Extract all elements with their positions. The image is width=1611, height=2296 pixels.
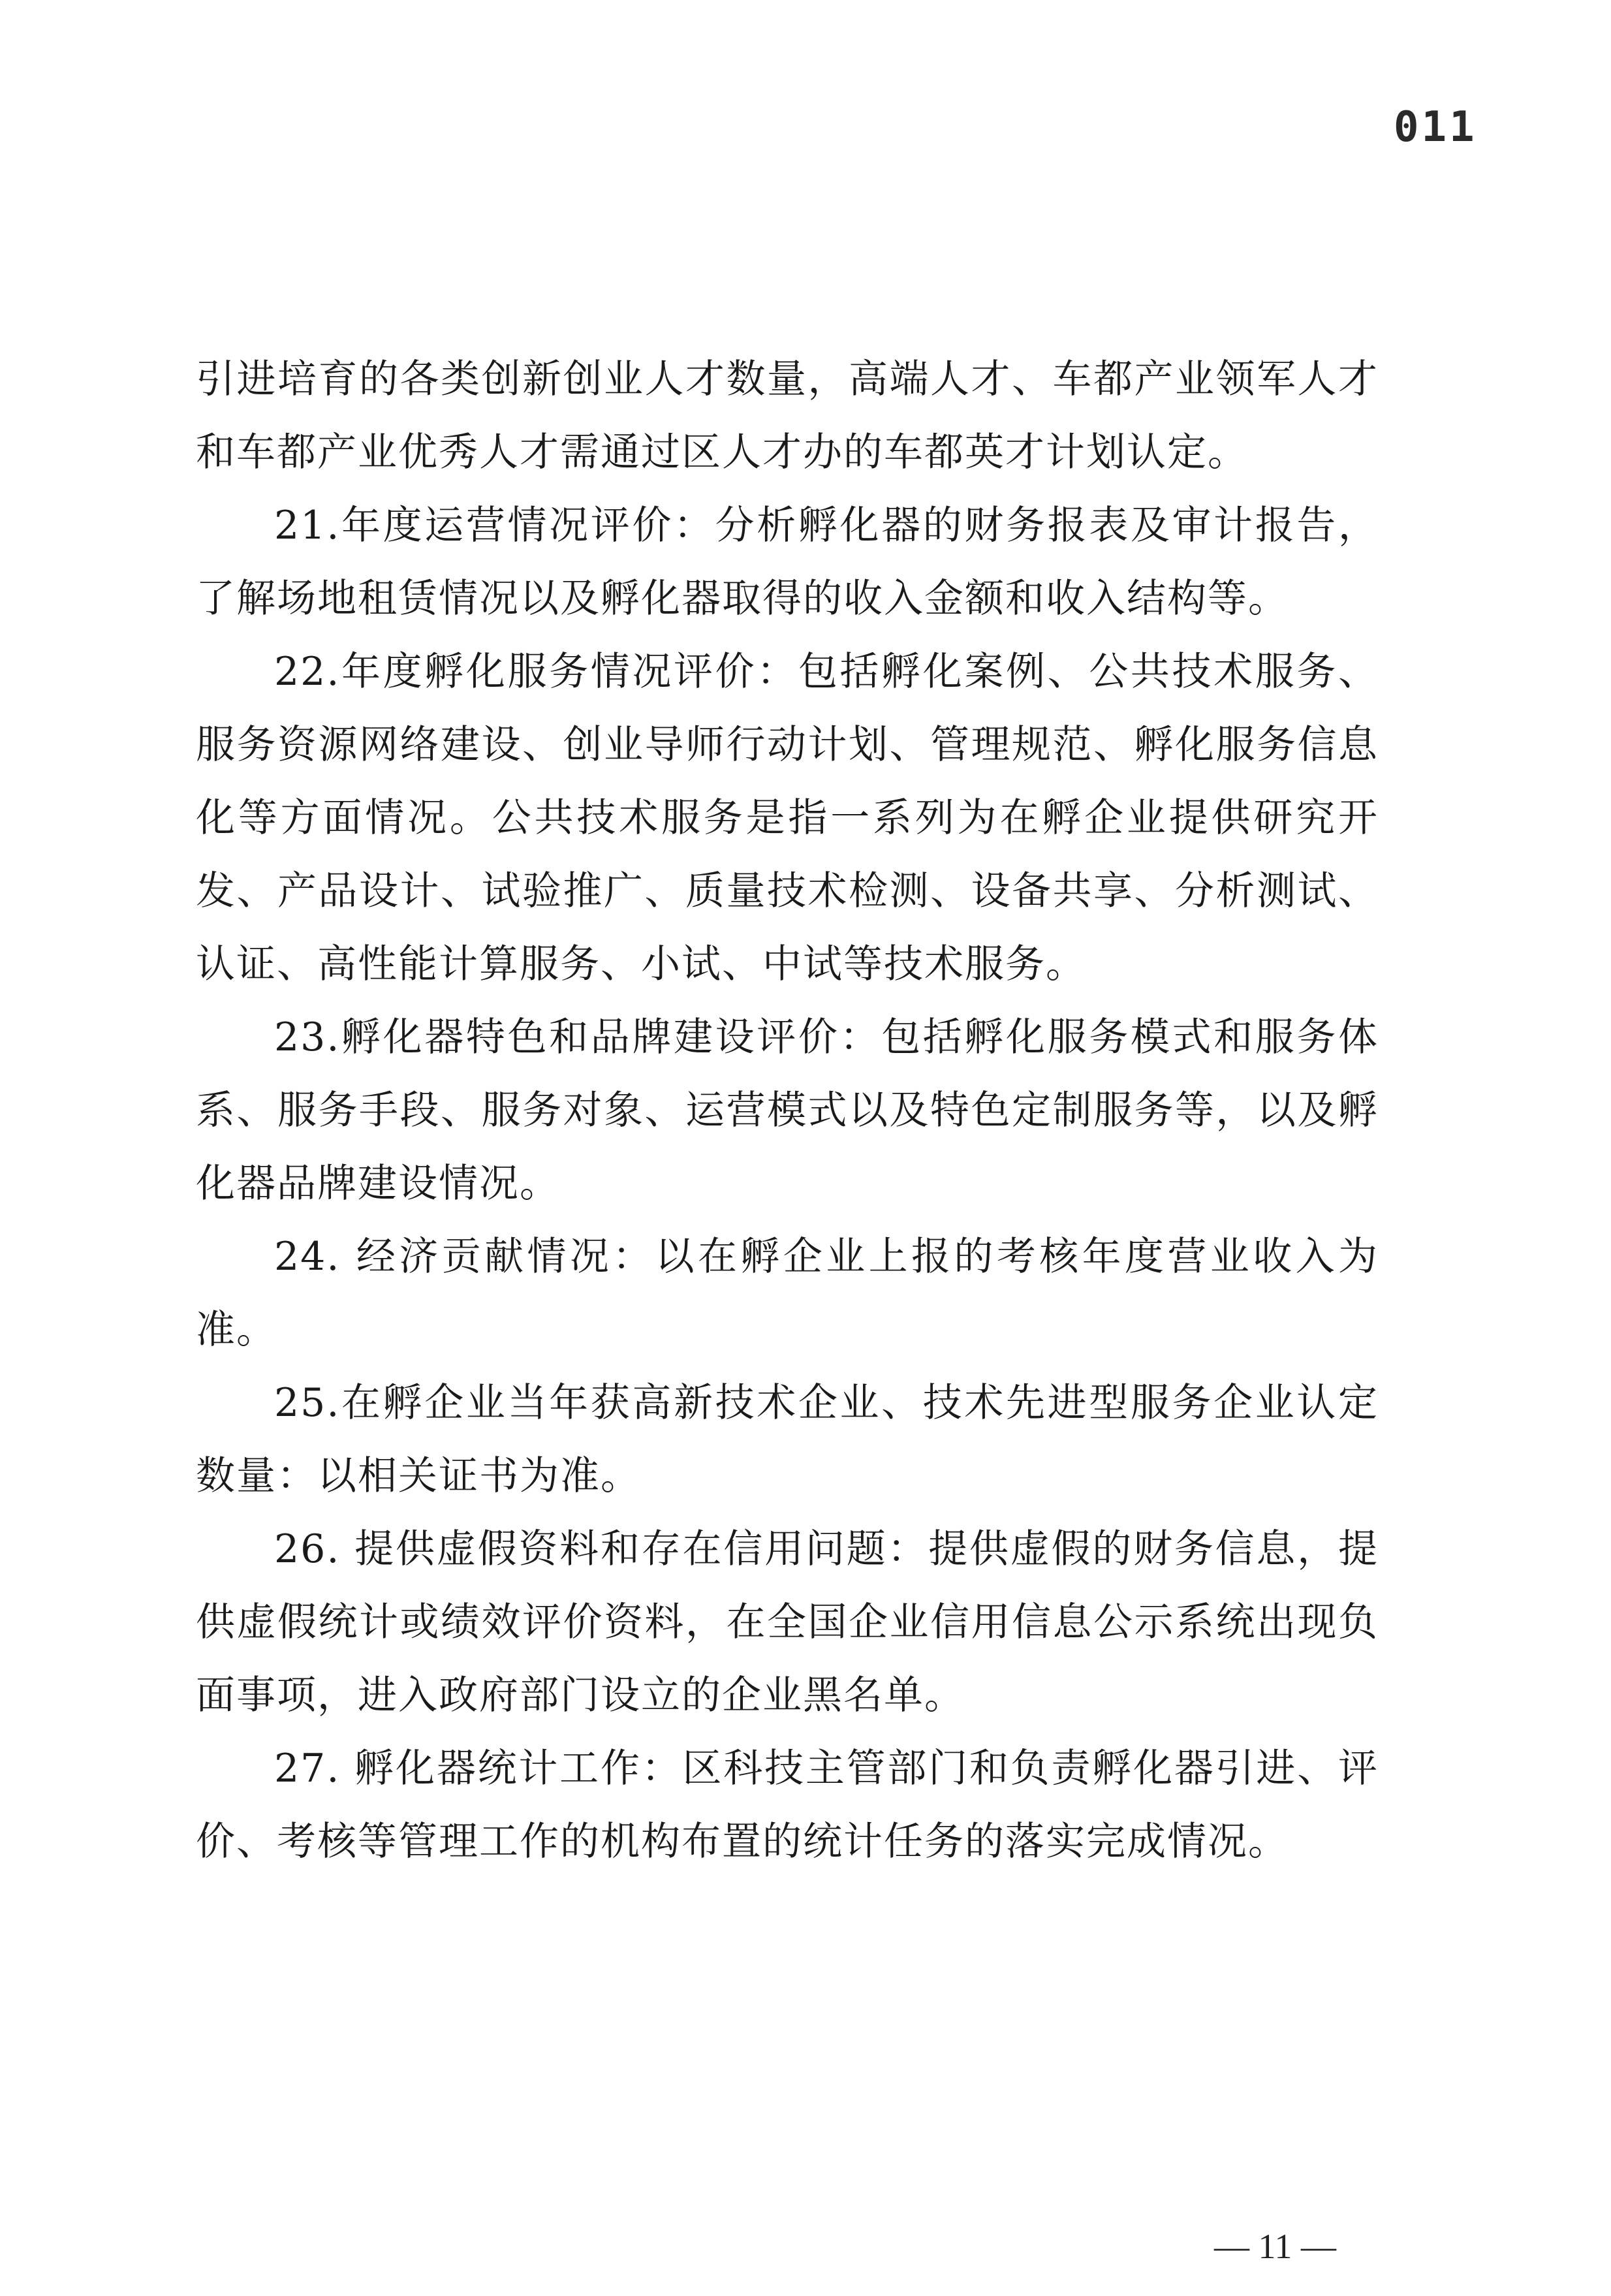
paragraph-item-24: 24. 经济贡献情况：以在孵企业上报的考核年度营业收入为准。 bbox=[196, 1234, 1379, 1353]
document-body bbox=[196, 343, 1379, 1878]
paragraph-item-21: 21.年度运营情况评价：分析孵化器的财务报表及审计报告，了解场地租赁情况以及孵化器取得的收入金额和收入结构等。 bbox=[196, 503, 1379, 621]
page-number: — 11 — bbox=[1214, 2227, 1336, 2266]
paragraph-item-22: 22.年度孵化服务情况评价：包括孵化案例、公共技术服务、服务资源网络建设、创业导师行动计划、管理规范、孵化服务信息化等方面情况。公共技术服务是指一系列为在孵企业提供研究开发、产品设计、试验推广、质量技术检测、设备共享、分析测试、认证、高性能计算服务、小试、中试等技术服务。 bbox=[196, 649, 1379, 987]
paragraph-item-27: 27. 孵化器统计工作：区科技主管部门和负责孵化器引进、评价、考核等管理工作的机构布置的统计任务的落实完成情况。 bbox=[196, 1746, 1379, 1864]
paragraph-item-23: 23.孵化器特色和品牌建设评价：包括孵化服务模式和服务体系、服务手段、服务对象、运营模式以及特色定制服务等，以及孵化器品牌建设情况。 bbox=[196, 1014, 1379, 1206]
paragraph-item-26: 26. 提供虚假资料和存在信用问题：提供虚假的财务信息，提供虚假统计或绩效评价资料，在全国企业信用信息公示系统出现负面事项，进入政府部门设立的企业黑名单。 bbox=[196, 1526, 1379, 1718]
paragraph-item-25: 25.在孵企业当年获高新技术企业、技术先进型服务企业认定数量：以相关证书为准。 bbox=[196, 1380, 1379, 1499]
paragraph-continuation: 引进培育的各类创新创业人才数量，高端人才、车都产业领军人才和车都产业优秀人才需通过区人才办的车都英才计划认定。 bbox=[196, 356, 1379, 475]
document-stamp-number: 011 bbox=[1394, 103, 1477, 151]
